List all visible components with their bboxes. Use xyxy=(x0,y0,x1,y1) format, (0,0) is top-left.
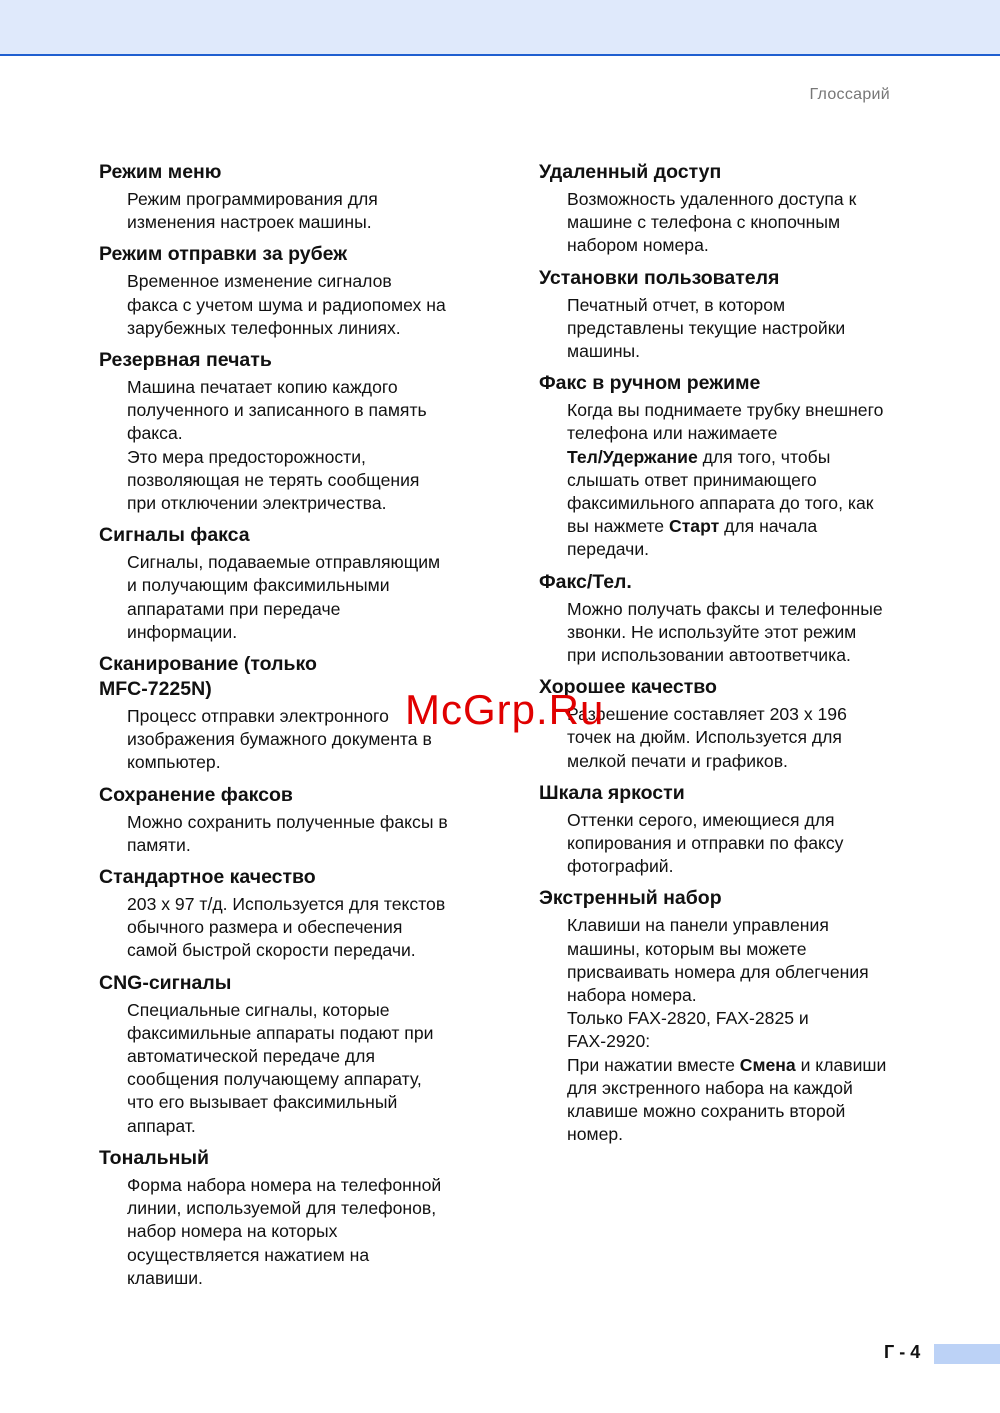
section-title: Глоссарий xyxy=(809,86,890,103)
glossary-entry xyxy=(99,1146,489,1290)
header-band xyxy=(0,0,1000,56)
glossary-term: Экстренный набор xyxy=(539,887,722,910)
glossary-term: Режим меню xyxy=(99,161,222,183)
glossary-definition: Временное изменение сигналов факса с учетом шума и радиопомех на зарубежных телефонных линиях. xyxy=(127,271,446,338)
glossary-term: Факс/Тел. xyxy=(539,570,632,593)
glossary-definition: Машина печатает копию каждого полученного и записанного в память факса. Это мера предосторожности, позволяющая не терять сообщения при отключении электричества. xyxy=(127,377,427,514)
glossary-entry xyxy=(99,865,489,963)
glossary-entry xyxy=(99,242,489,340)
page-tab-marker xyxy=(934,1344,1000,1364)
glossary-definition: Режим программирования для изменения настроек машины. xyxy=(127,189,378,233)
glossary-definition: Возможность удаленного доступа к машине с телефона с кнопочным набором номера. xyxy=(567,189,857,256)
glossary-term: Стандартное качество xyxy=(99,866,316,889)
glossary-right-column xyxy=(539,160,929,1155)
glossary-entry xyxy=(539,570,929,668)
glossary-definition: Разрешение составляет 203 x 196 точек на дюйм. Используется для мелкой печати и графиков. xyxy=(567,704,847,771)
glossary-term: Установки пользователя xyxy=(539,266,780,289)
glossary-definition: Специальные сигналы, которые факсимильные аппараты подают при автоматической передаче для сообщения получающему аппарату, что его вызывает факсимильный аппарат. xyxy=(127,999,434,1136)
glossary-entry xyxy=(539,886,929,1146)
glossary-definition: Процесс отправки электронного изображения бумажного документа в компьютер. xyxy=(127,706,432,773)
glossary-term: Сохранение факсов xyxy=(99,783,293,806)
glossary-entry xyxy=(539,160,929,258)
glossary-term: CNG-сигналы xyxy=(99,971,232,994)
glossary-entry xyxy=(99,160,489,234)
glossary-definition: Клавиши на панели управления машины, которым вы можете присваивать номера для облегчения набора номера. Только FAX-2820, FAX-2825 и FAX-2920: При нажатии вместе Смена и клавиши для экстренного набора на каждой клавише можно сохранить второй номер. xyxy=(567,915,887,1145)
glossary-definition: Можно сохранить полученные факсы в памяти. xyxy=(127,811,448,855)
glossary-definition: Форма набора номера на телефонной линии, используемой для телефонов, набор номера на которых осуществляется нажатием на клавиши. xyxy=(127,1174,442,1288)
glossary-entry xyxy=(539,266,929,364)
glossary-definition: Печатный отчет, в котором представлены текущие настройки машины. xyxy=(567,294,846,362)
glossary-term: Тональный xyxy=(99,1146,210,1169)
glossary-entry xyxy=(539,371,929,561)
glossary-term: Сигналы факса xyxy=(99,524,250,547)
glossary-definition: Сигналы, подаваемые отправляющим и получающим факсимильными аппаратами при передаче информации. xyxy=(127,552,441,642)
glossary-term: Сканирование (только MFC-7225N) xyxy=(99,653,317,701)
glossary-term: Резервная печать xyxy=(99,349,272,372)
glossary-definition: 203 x 97 т/д. Используется для текстов обычного размера и обеспечения самой быстрой скорости передачи. xyxy=(127,894,446,961)
glossary-entry xyxy=(539,781,929,879)
glossary-entry xyxy=(99,783,489,857)
glossary-definition: Оттенки серого, имеющиеся для копирования и отправки по факсу фотографий. xyxy=(567,809,844,877)
glossary-definition: Когда вы поднимаете трубку внешнего телефона или нажимаете Тел/Удержание для того, чтобы слышать ответ принимающего факсимильного аппарата до того, как вы нажмете Старт для начала передачи. xyxy=(567,400,884,560)
glossary-entry xyxy=(99,348,489,515)
glossary-definition: Можно получать факсы и телефонные звонки. Не используйте этот режим при использовании автоответчика. xyxy=(567,598,883,666)
watermark-text: McGrp.Ru xyxy=(405,686,605,733)
glossary-term: Режим отправки за рубеж xyxy=(99,243,348,266)
glossary-entry xyxy=(99,523,489,644)
glossary-term: Удаленный доступ xyxy=(539,161,722,183)
glossary-term: Шкала яркости xyxy=(539,781,685,804)
glossary-entry xyxy=(99,971,489,1138)
glossary-term: Факс в ручном режиме xyxy=(539,372,761,395)
page-number: Г - 4 xyxy=(884,1342,921,1362)
glossary-term: Хорошее качество xyxy=(539,676,717,699)
